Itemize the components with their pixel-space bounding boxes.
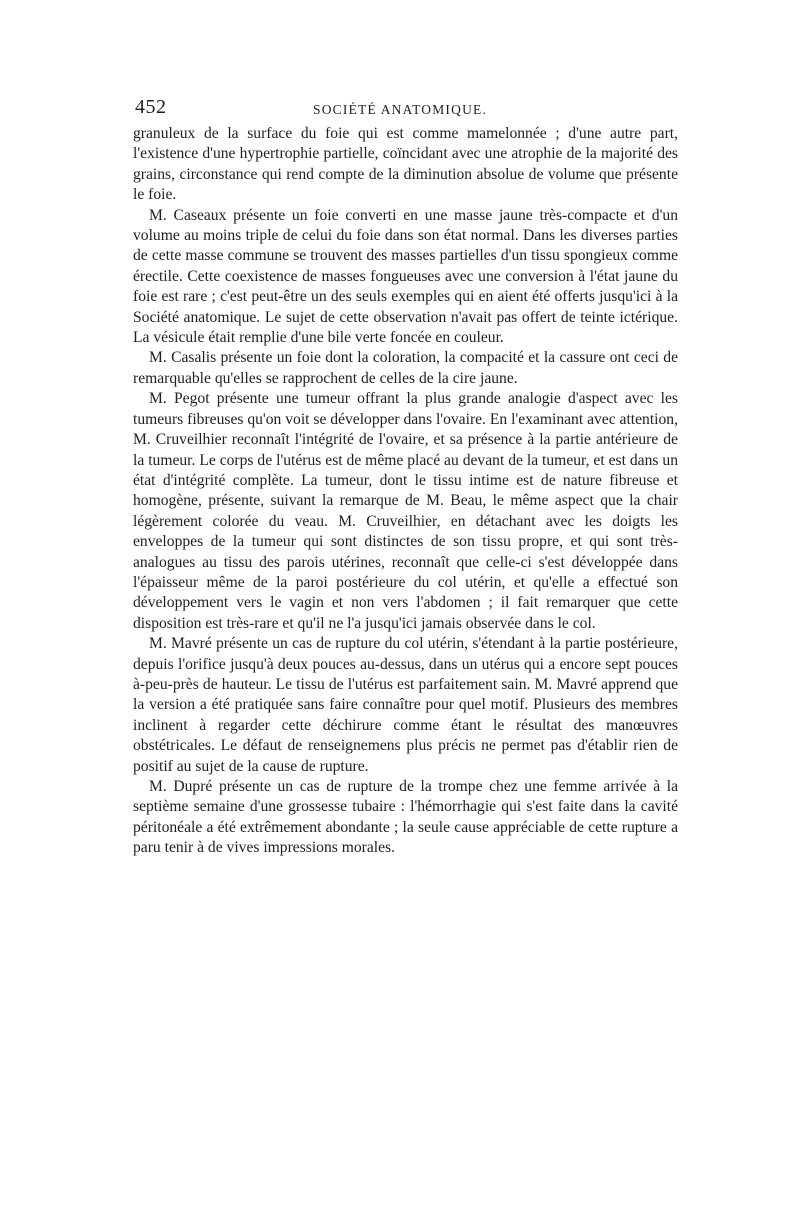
paragraph-continuation: granuleux de la surface du foie qui est comme mamelonnée ; d'une autre part, l'existence d'une hypertrophie partielle, coïncidant avec une atrophie de la majorité des grains, circonstance qui rend compte de la diminution absolue de volume que présente le foie. [133, 125, 678, 204]
running-head [133, 96, 678, 124]
page-number: 452 [135, 96, 167, 118]
paragraph-pegot: M. Pegot présente une tumeur offrant la plus grande analogie d'aspect avec les tumeurs fibreuses qu'on voit se développer dans l'ovaire. En l'examinant avec attention, M. Cruveilhier reconnaît l'intégrité de l'ovaire, et sa présence à la partie antérieure de la tumeur. Le corps de l'utérus est de même placé au devant de la tumeur, et est dans un état d'intégrité complète. La tumeur, dont le tissu intime est de nature fibreuse et homogène, présente, suivant la remarque de M. Beau, le même aspect que la chair légèrement colorée du veau. M. Cruveilhier, en détachant avec les doigts les enveloppes de la tumeur qui sont distinctes de son tissu propre, et qui sont très-analogues au tissu des parois utérines, reconnaît que celle-ci s'est développée dans l'épaisseur même de la paroi postérieure du col utérin, et qu'elle a effectué son développement vers le vagin et non vers l'abdomen ; il fait remarquer que cette disposition est très-rare et qu'il ne l'a jusqu'ici jamais observée dans le col. [133, 390, 678, 632]
running-title: SOCIÉTÉ ANATOMIQUE. [313, 102, 488, 117]
paragraph-casalis: M. Casalis présente un foie dont la coloration, la compacité et la cassure ont ceci de remarquable qu'elles se rapprochent de celles de la cire jaune. [133, 349, 678, 387]
paragraph-caseaux: M. Caseaux présente un foie converti en une masse jaune très-compacte et d'un volume au moins triple de celui du foie dans son état normal. Dans les diverses parties de cette masse commune se trouvent des masses partielles d'un tissu spongieux comme érectile. Cette coexistence de masses fongueuses avec une conversion à l'état jaune du foie est rare ; c'est peut-être un des seuls exemples qui en aient été offerts jusqu'ici à la Société anatomique. Le sujet de cette observation n'avait pas offert de teinte ictérique. La vésicule était remplie d'une bile verte foncée en couleur. [133, 206, 678, 347]
paragraph-dupre: M. Dupré présente un cas de rupture de la trompe chez une femme arrivée à la septième semaine d'une grossesse tubaire : l'hémorrhagie qui s'est faite dans la cavité péritonéale a été extrêmement abondante ; la seule cause appréciable de cette rupture a paru tenir à de vives impressions morales. [133, 778, 678, 857]
book-page [133, 96, 678, 1096]
body-text [133, 124, 678, 859]
paragraph-mavre: M. Mavré présente un cas de rupture du col utérin, s'étendant à la partie postérieure, depuis l'orifice jusqu'à deux pouces au-dessus, dans un utérus qui a encore sept pouces à-peu-près de hauteur. Le tissu de l'utérus est parfaitement sain. M. Mavré apprend que la version a été pratiquée sans faire connaître pour quel motif. Plusieurs des membres inclinent à regarder cette déchirure comme étant le résultat des manœuvres obstétricales. Le défaut de renseignemens plus précis ne permet pas d'établir rien de positif au sujet de la cause de rupture. [133, 635, 678, 775]
